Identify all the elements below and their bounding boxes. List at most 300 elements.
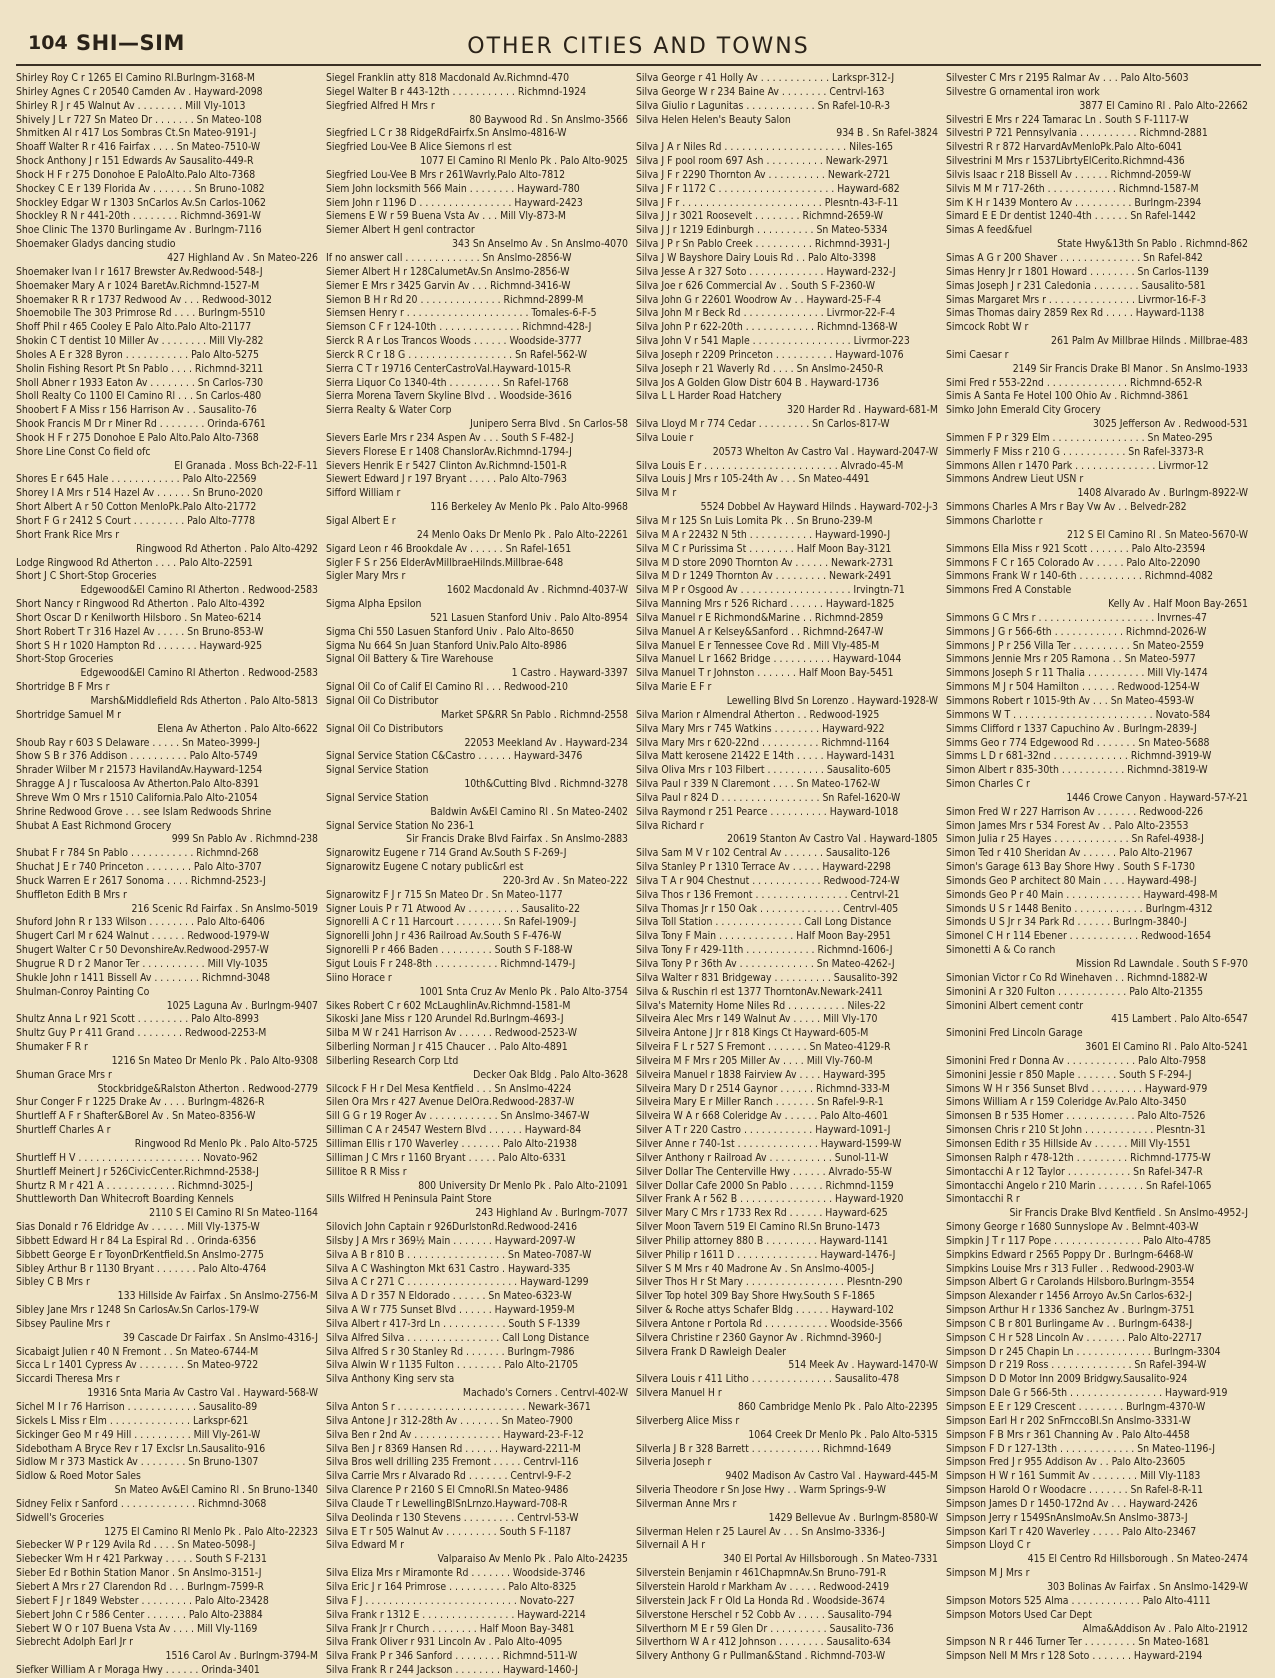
listing-line: Silver Philip r 1611 D . . . . . . . . . . . . . . Hayward-1476-J [636, 1248, 896, 1261]
listing-line: 1025 Laguna Av . Burlngm-9407 [166, 999, 318, 1012]
listing-line: Silva L L Harder Road Hatchery [636, 390, 782, 403]
listing-line: Shuck Warren E r 2617 Sonoma . . . . Richmnd-2523-J [16, 874, 266, 887]
listing-line: Simmons F C r 165 Colorado Av . . . . . Palo Alto-22090 [946, 556, 1201, 569]
listing-line: Sibbett Edward H r 84 La Espiral Rd . . Orinda-6356 [16, 1234, 257, 1247]
page-name-range: SHI—SIM [76, 31, 185, 55]
listing-line: 20619 Stanton Av Castro Val . Hayward-1805 [727, 833, 938, 846]
listing-line: Silva Alfred Silva . . . . . . . . . . . . . . . . Call Long Distance [326, 1331, 590, 1344]
listing-line: Simonetti A & Co ranch [946, 944, 1056, 957]
listing-line: Simons W H r 356 Sunset Blvd . . . . . . . . . Hayward-979 [946, 1082, 1208, 1095]
listing-line: Shirley Agnes C r 20540 Camden Av . Hayward-2098 [16, 85, 263, 98]
listing-line: Silver Anthony r Railroad Av . . . . . . . . . . . Sunol-11-W [636, 1151, 889, 1164]
listing-line: Simms L D r 681-32nd . . . . . . . . . . . . . Richmnd-3919-W [946, 750, 1212, 763]
listing-line: Simas Margaret Mrs r . . . . . . . . . . . . . . . Livrmor-16-F-3 [946, 293, 1207, 306]
listing-line: 415 Lambert . Palo Alto-6547 [1111, 1013, 1248, 1026]
page-title: OTHER CITIES AND TOWNS [467, 34, 810, 59]
listing-line: Silva George r 41 Holly Av . . . . . . . . . . . . Larkspr-312-J [636, 72, 895, 84]
listing-line: Short Nancy r Ringwood Rd Atherton . Palo Alto-4392 [16, 598, 265, 611]
listing-line: Silva John M r Beck Rd . . . . . . . . . . . . . . Livrmor-22-F-4 [636, 307, 896, 320]
listing-line: Silva Giulio r Lagunitas . . . . . . . . . . . . Sn Rafel-10-R-3 [636, 99, 891, 112]
listing-line: Shoaff Walter R r 416 Fairfax . . . . Sn Mateo-7510-W [16, 141, 261, 154]
listing-line: Sibbett George E r ToyonDrKentfield.Sn Anslmo-2775 [16, 1248, 264, 1261]
listing-line: Silva Tony F Main . . . . . . . . . . . . . Half Moon Bay-2951 [636, 930, 891, 943]
listing-line: Silvery Anthony G r Pullman&Stand . Richmnd-703-W [636, 1650, 886, 1663]
listing-line: Silva J J r 1219 Edinburgh . . . . . . . . . . Sn Mateo-5334 [636, 224, 888, 237]
listing-line: 261 Palm Av Millbrae Hilnds . Millbrae-483 [1051, 335, 1248, 348]
listing-line: Simmons Jennie Mrs r 205 Ramona . . Sn Mateo-5977 [946, 653, 1196, 666]
listing-line: Shurtleff Charles A r [16, 1124, 111, 1137]
listing-line: Sillitoe R R Miss r [326, 1165, 407, 1178]
listing-line: Silva Clarence P r 2160 S El CmnoRl.Sn Mateo-9486 [326, 1484, 569, 1497]
listing-line: Sibley C B Mrs r [16, 1276, 90, 1289]
listing-line: Simonsen Chris r 210 St John . . . . . . . . . . . . Plesntn-31 [946, 1124, 1206, 1137]
listing-line: Sigma Nu 664 Sn Juan Stanford Univ.Palo Alto-8986 [326, 639, 567, 652]
listing-line: Silver Dollar The Centerville Hwy . . . . . . Alvrado-55-W [636, 1165, 892, 1178]
listing-line: Shugrue R D r 2 Manor Ter . . . . . . . . . . . Mill Vly-1035 [16, 958, 268, 970]
listing-line: 999 Sn Pablo Av . Richmnd-238 [171, 833, 318, 846]
listing-line: Sigler Mary Mrs r [326, 570, 406, 583]
listing-line: Shirley R J r 45 Walnut Av . . . . . . . . Mill Vly-1013 [16, 99, 246, 112]
listing-line: Shrader Wilber M r 21573 HavilandAv.Hayward-1254 [16, 764, 263, 777]
listing-line: Simmons Frank W r 140-6th . . . . . . . . . . . Richmnd-4082 [946, 570, 1214, 583]
listing-line: Signorelli P r 466 Baden . . . . . . . . . South S F-188-W [326, 944, 573, 957]
listing-line: Silvestri E Mrs r 224 Tamarac Ln . South S F-1117-W [946, 113, 1189, 126]
listing-line: Silver A T r 220 Castro . . . . . . . . . . . . Hayward-1091-J [636, 1124, 891, 1137]
listing-line: Simonini Fred Lincoln Garage [946, 1027, 1083, 1040]
listing-line: Sicca L r 1401 Cypress Av . . . . . . . . Sn Mateo-9722 [16, 1359, 259, 1372]
listing-line: Signer Louis P r 71 Atwood Av . . . . . . . . . Sausalito-22 [326, 902, 581, 915]
listing-line: Silva Helen Helen's Beauty Salon [636, 113, 791, 126]
listing-line: Simontacchi R r [946, 1193, 1020, 1206]
listing-line: Sigma Alpha Epsilon [326, 598, 422, 611]
listing-line: Shoemaker R R r 1737 Redwood Av . . . Redwood-3012 [16, 293, 272, 306]
listing-line: Silva Manuel T r Johnston . . . . . . . Half Moon Bay-5451 [636, 667, 894, 680]
listing-line: Silva & Ruschin rl est 1377 ThorntonAv.Newark-2411 [636, 985, 883, 998]
listing-line: Siegel Franklin atty 818 Macdonald Av.Richmnd-470 [326, 72, 570, 84]
listing-line: Silva Eric J r 164 Primrose . . . . . . . . . . Palo Alto-8325 [326, 1580, 577, 1593]
listing-line: Silva A C r 271 C . . . . . . . . . . . . . . . . . . . Hayward-1299 [326, 1276, 589, 1289]
listing-line: Silva Joseph r 2209 Princeton . . . . . . . . . . Hayward-1076 [636, 348, 904, 361]
listing-line: Simpson D r 219 Ross . . . . . . . . . . . . . . Sn Rafel-394-W [946, 1359, 1207, 1372]
listing-column-4 [946, 72, 1248, 1678]
listing-line: Silva's Maternity Home Niles Rd . . . . . . . . . . Niles-22 [636, 999, 886, 1012]
listing-line: Siefker William A r Moraga Hwy . . . . . . Orinda-3401 [16, 1664, 260, 1677]
listing-line: Signal Oil Co Distributors [326, 722, 444, 735]
listing-line: Sias Donald r 76 Eldridge Av . . . . . . Mill Vly-1375-W [16, 1221, 260, 1234]
listing-line: 2110 S El Camino Rl Sn Mateo-1164 [149, 1207, 318, 1220]
listing-line: Shur Conger F r 1225 Drake Av . . . . Burlngm-4826-R [16, 1096, 265, 1109]
listing-line: Shoemaker Mary A r 1024 BaretAv.Richmnd-1527-M [16, 279, 260, 292]
listing-line: Silva Louis E r . . . . . . . . . . . . . . . . . . . . . . . Alvrado-45-M [636, 459, 904, 472]
listing-line: Siino Horace r [326, 971, 392, 984]
listing-line: Simonini Jessie r 850 Maple . . . . . . . South S F-294-J [946, 1068, 1192, 1081]
listing-line: Simpkins Louise Mrs r 313 Fuller . . Redwood-2903-W [946, 1262, 1195, 1275]
listing-line: Silver Mary C Mrs r 1733 Rex Rd . . . . . . Hayward-625 [636, 1207, 888, 1220]
listing-line: Silva Frank R r 244 Jackson . . . . . . . . Hayward-1460-J [326, 1664, 579, 1677]
listing-line: Lodge Ringwood Rd Atherton . . . . Palo Alto-22591 [16, 556, 253, 569]
listing-line: Simmons W T . . . . . . . . . . . . . . . . . . . . . . . . Novato-584 [946, 708, 1211, 721]
listing-line: Machado's Corners . Centrvl-402-W [462, 1387, 628, 1400]
listing-line: Silver Top hotel 309 Bay Shore Hwy.South S F-1865 [636, 1290, 876, 1303]
listing-line: Silva Ben J r 8369 Hansen Rd . . . . . . Hayward-2211-M [326, 1442, 581, 1455]
listing-line: Silverthorn M E r 59 Glen Dr . . . . . . . . . . Sausalito-736 [636, 1622, 894, 1635]
listing-line: Sikoski Jane Miss r 120 Arundel Rd.Burlngm-4693-J [326, 1013, 564, 1026]
listing-line: Silva M D store 2090 Thornton Av . . . . . . Newark-2731 [636, 556, 894, 569]
listing-line: Silva Claude T r LewellingBlSnLrnzo.Hayward-708-R [326, 1497, 568, 1510]
listing-line: Silva Mary Mrs r 620-22nd . . . . . . . . . . Richmnd-1164 [636, 736, 890, 749]
listing-line: Siebert A Mrs r 27 Clarendon Rd . . . Burlngm-7599-R [16, 1580, 264, 1593]
listing-line: 800 University Dr Menlo Pk . Palo Alto-21091 [418, 1179, 628, 1192]
listing-line: Simmons G C Mrs r . . . . . . . . . . . . . . . . . . . . Invrnes-47 [946, 611, 1207, 624]
listing-line: Simony George r 1680 Sunnyslope Av . Belmnt-403-W [946, 1221, 1199, 1234]
listing-line: 116 Berkeley Av Menlo Pk . Palo Alto-9968 [430, 501, 628, 514]
listing-line: Simpson M J Mrs r [946, 1567, 1030, 1580]
listing-line: Silva Lloyd M r 774 Cedar . . . . . . . . . Sn Carlos-817-W [636, 418, 890, 431]
listing-line: Silva Frank Jr r Church . . . . . . . . Half Moon Bay-3481 [326, 1622, 575, 1635]
listing-line: Silva M P r Osgood Av . . . . . . . . . . . . . . . . . . . Irvingtn-71 [636, 584, 905, 597]
listing-column-2 [326, 72, 628, 1678]
listing-line: Simpson Motors Used Car Dept [946, 1608, 1092, 1621]
listing-line: 303 Bolinas Av Fairfax . Sn Anslmo-1429-W [1047, 1580, 1248, 1593]
listing-line: Stockbridge&Ralston Atherton . Redwood-2779 [97, 1082, 318, 1095]
listing-line: Simon Fred W r 227 Harrison Av . . . . . . . Redwood-226 [946, 805, 1204, 818]
listing-line: Simonsen B r 535 Homer . . . . . . . . . . . . Palo Alto-7526 [946, 1110, 1206, 1123]
listing-line: Sierra C T r 19716 CenterCastroVal.Hayward-1015-R [326, 362, 571, 375]
listing-line: Shockley Edgar W r 1303 SnCarlos Av.Sn Carlos-1062 [16, 196, 266, 209]
listing-line: Silva Manuel A r Kelsey&Sanford . . Richmnd-2647-W [636, 625, 884, 638]
listing-line: Silliman J C Mrs r 1160 Bryant . . . . . Palo Alto-6331 [326, 1151, 567, 1164]
listing-line: Silva Frank r 1312 E . . . . . . . . . . . . . . . . Hayward-2214 [326, 1608, 586, 1621]
listing-line: Signal Service Station No 236-1 [326, 819, 475, 832]
listing-line: Simonel C H r 114 Ebener . . . . . . . . . . . . Redwood-1654 [946, 930, 1211, 943]
listing-line: Siegfried L C r 38 RidgeRdFairfx.Sn Anslmo-4816-W [326, 127, 567, 140]
listing-line: Alma&Addison Av . Palo Alto-21912 [1082, 1622, 1248, 1635]
listing-line: Shores E r 645 Hale . . . . . . . . . . . . Palo Alto-22569 [16, 473, 257, 486]
listing-line: Shurtleff H V . . . . . . . . . . . . . . . . . . . . . Novato-962 [16, 1151, 258, 1164]
listing-line: 1077 El Camino Rl Menlo Pk . Palo Alto-9025 [420, 155, 628, 168]
listing-line: Silva Alfred S r 30 Stanley Rd . . . . . . . Burlngm-7986 [326, 1345, 575, 1358]
listing-line: Sierck R C r 18 G . . . . . . . . . . . . . . . . . . Sn Rafel-562-W [326, 348, 587, 361]
listing-line: Silvera Frank D Rawleigh Dealer [636, 1345, 786, 1358]
listing-line: 1216 Sn Mateo Dr Menlo Pk . Palo Alto-9308 [111, 1054, 318, 1067]
listing-line: 320 Harder Rd . Hayward-681-M [787, 404, 938, 417]
listing-line: Silver & Roche attys Schafer Bldg . . . . . . Hayward-102 [636, 1304, 894, 1317]
listing-line: Simon's Garage 613 Bay Shore Hwy . South S F-1730 [946, 861, 1195, 874]
listing-line: Simko John Emerald City Grocery [946, 404, 1101, 417]
listing-line: Sn Mateo Av&El Camino Rl . Sn Bruno-1340 [114, 1484, 318, 1497]
listing-line: Sholes A E r 328 Byron . . . . . . . . . . . Palo Alto-5275 [16, 348, 259, 361]
listing-line: Silva Frank Oliver r 931 Lincoln Av . Palo Alto-4095 [326, 1636, 563, 1649]
listing-line: Silveira Mary E r Miller Ranch . . . . . . . Sn Rafel-9-R-1 [636, 1096, 884, 1109]
listing-line: Shuchat J E r 740 Princeton . . . . . . . . Palo Alto-3707 [16, 861, 262, 874]
listing-line: Shortridge Samuel M r [16, 708, 122, 721]
listing-line: Siebrecht Adolph Earl Jr r [16, 1636, 134, 1649]
listing-line: Silva M D r 1249 Thornton Av . . . . . . . . . Newark-2491 [636, 570, 892, 583]
listing-line: Silva Bros well drilling 235 Fremont . . . . . Centrvl-116 [326, 1456, 579, 1469]
listing-line: Simmons Fred A Constable [946, 584, 1072, 597]
listing-line: Shively J L r 727 Sn Mateo Dr . . . . . . . Sn Mateo-108 [16, 113, 262, 126]
listing-line: 19316 Snta Maria Av Castro Val . Hayward-568-W [87, 1387, 318, 1400]
listing-line: Kelly Av . Half Moon Bay-2651 [1108, 598, 1248, 611]
listing-columns [16, 72, 1261, 1678]
listing-line: Silveria Theodore r Sn Jose Hwy . . Warm Springs-9-W [636, 1484, 886, 1497]
listing-line: Silva Thos r 136 Fremont . . . . . . . . . . . . . . . . Centrvl-21 [636, 888, 900, 901]
listing-line: Sir Francis Drake Blvd Fairfax . Sn Anslmo-2883 [406, 833, 628, 846]
listing-line: Sim K H r 1439 Montero Av . . . . . . . . . . Burlngm-2394 [946, 196, 1202, 209]
listing-line: Silsby J A Mrs r 369½ Main . . . . . . . Hayward-2097-W [326, 1234, 576, 1247]
listing-line: Shoobert F A Miss r 156 Harrison Av . . Sausalito-76 [16, 404, 257, 417]
listing-line: Simpson H W r 161 Summit Av . . . . . . . . Mill Vly-1183 [946, 1470, 1201, 1483]
listing-line: Silva Ben r 2nd Av . . . . . . . . . . . . . . . Hayward-23-F-12 [326, 1428, 584, 1441]
listing-line: Sill G G r 19 Roger Av . . . . . . . . . . . . Sn Anslmo-3467-W [326, 1110, 590, 1123]
listing-line: 3877 El Camino Rl . Palo Alto-22662 [1079, 99, 1248, 112]
listing-line: Shuman Grace Mrs r [16, 1068, 112, 1081]
listing-line: 220-3rd Av . Sn Mateo-222 [502, 874, 628, 887]
listing-line: Sierra Realty & Water Corp [326, 404, 452, 417]
listing-line: Shorey I A Mrs r 514 Hazel Av . . . . . . Sn Bruno-2020 [16, 487, 263, 500]
listing-line: Sickinger Geo M r 49 Hill . . . . . . . . . . Mill Vly-261-W [16, 1428, 261, 1441]
listing-line: Simard E E Dr dentist 1240-4th . . . . . . Sn Rafel-1442 [946, 210, 1196, 223]
listing-line: 427 Highland Av . Sn Mateo-226 [167, 251, 318, 264]
listing-line: Sigut Louis F r 248-8th . . . . . . . . . . . Richmnd-1479-J [326, 958, 576, 970]
listing-line: Simonds Geo P r 40 Main . . . . . . . . . . . . . Hayward-498-M [946, 888, 1218, 901]
listing-line: Simon Ted r 410 Sheridan Av . . . . . . Palo Alto-21967 [946, 847, 1193, 860]
listing-line: Shubat A East Richmond Grocery [16, 819, 172, 832]
listing-line: Silvestre G ornamental iron work [946, 85, 1100, 98]
listing-line: Simi Fred r 553-22nd . . . . . . . . . . . . . . Richmnd-652-R [946, 376, 1203, 389]
listing-line: Silverberg Alice Miss r [636, 1414, 740, 1427]
listing-line: Sichel M I r 76 Harrison . . . . . . . . . . . . Sausalito-89 [16, 1401, 258, 1413]
listing-line: Silveira M F Mrs r 205 Miller Av . . . . Mill Vly-760-M [636, 1054, 873, 1067]
listing-line: Shreve Wm O Mrs r 1510 California.Palo Alto-21054 [16, 791, 258, 804]
listing-line: Silva M r [636, 487, 677, 500]
listing-line: Silva Matt kerosene 21422 E 14th . . . . . Hayward-1431 [636, 750, 895, 763]
listing-line: Shultz Anna L r 921 Scott . . . . . . . . . Palo Alto-8993 [16, 1013, 260, 1026]
listing-line: Silva Toll Station . . . . . . . . . . . . . . . Call Long Distance [636, 916, 892, 929]
listing-line: Silva Louis J Mrs r 105-24th Av . . . Sn Mateo-4491 [636, 473, 870, 486]
listing-line: Silva Marie E F r [636, 681, 712, 694]
listing-line: Silva J J r 3021 Roosevelt . . . . . . . . Richmnd-2659-W [636, 210, 883, 223]
listing-line: Silvestrini M Mrs r 1537LibrtyElCerito.Richmnd-436 [946, 155, 1185, 168]
listing-line: Simpson Alexander r 1456 Arroyo Av.Sn Carlos-632-J [946, 1290, 1192, 1303]
listing-line: Silvera Antone r Portola Rd . . . . . . . . . . . Woodside-3566 [636, 1317, 903, 1330]
listing-line: Silvis Isaac r 218 Bissell Av . . . . . . Richmnd-2059-W [946, 168, 1191, 181]
listing-line: Elena Av Atherton . Palo Alto-6622 [157, 722, 318, 735]
listing-line: Simontacchi A r 12 Taylor . . . . . . . . . . . Sn Rafel-347-R [946, 1165, 1203, 1178]
listing-line: Simon James Mrs r 534 Forest Av . . Palo Alto-23553 [946, 819, 1189, 832]
listing-line: Simon Albert r 835-30th . . . . . . . . . . . Richmnd-3819-W [946, 764, 1208, 777]
listing-line: Silva Mary Mrs r 745 Watkins . . . . . . . . Hayward-922 [636, 722, 885, 735]
listing-line: Silverstein Benjamin r 461ChapmnAv.Sn Bruno-791-R [636, 1567, 887, 1580]
listing-line: Silva Stanley P r 1310 Terrace Av . . . . . Hayward-2298 [636, 861, 891, 874]
listing-line: Shokin C T dentist 10 Miller Av . . . . . . . . Mill Vly-282 [16, 335, 264, 348]
listing-line: Silva A B r 810 B . . . . . . . . . . . . . . . . . Sn Mateo-7087-W [326, 1248, 592, 1261]
listing-line: Ringwood Rd Atherton . Palo Alto-4292 [136, 542, 318, 555]
listing-line: Silvestri R r 872 HarvardAvMenloPk.Palo Alto-6041 [946, 141, 1183, 154]
listing-line: Signal Service Station C&Castro . . . . . . Hayward-3476 [326, 750, 583, 763]
listing-line: 216 Scenic Rd Fairfax . Sn Anslmo-5019 [131, 902, 318, 915]
listing-line: 934 B . Sn Rafel-3824 [836, 127, 938, 140]
listing-line: Decker Oak Bldg . Palo Alto-3628 [473, 1068, 628, 1081]
listing-line: Simas Thomas dairy 2859 Rex Rd . . . . . Hayward-1138 [946, 307, 1205, 320]
listing-line: Signal Service Station [326, 791, 429, 804]
listing-line: Short S H r 1020 Hampton Rd . . . . . . . Hayward-925 [16, 639, 263, 652]
listing-line: Simpson Dale G r 566-5th . . . . . . . . . . . . . . . . Hayward-919 [946, 1387, 1228, 1400]
listing-line: Silver Dollar Cafe 2000 Sn Pablo . . . . . . Richmnd-1159 [636, 1179, 894, 1192]
listing-line: Silvera Christine r 2360 Gaynor Av . Richmnd-3960-J [636, 1331, 882, 1344]
listing-line: 860 Cambridge Menlo Pk . Palo Alto-22395 [738, 1401, 938, 1413]
listing-line: Sierra Liquor Co 1340-4th . . . . . . . . . Sn Rafel-1768 [326, 376, 569, 389]
listing-line: Sidney Felix r Sanford . . . . . . . . . . . . . Richmnd-3068 [16, 1497, 267, 1510]
listing-line: Simmen F P r 329 Elm . . . . . . . . . . . . . . . . Sn Mateo-295 [946, 431, 1213, 444]
listing-line: Shugert Walter C r 50 DevonshireAv.Redwood-2957-W [16, 944, 269, 957]
listing-line: Silva Jesse A r 327 Soto . . . . . . . . . . . . . Hayward-232-J [636, 265, 896, 278]
listing-line: Siegfried Lou-Vee B Alice Siemons rl est [326, 141, 512, 154]
listing-line: Shmitken Al r 417 Los Sombras Ct.Sn Mateo-9191-J [16, 127, 257, 140]
listing-line: Shurtz R M r 421 A . . . . . . . . . . . . Richmnd-3025-J [16, 1179, 253, 1192]
listing-line: Silver Frank A r 562 B . . . . . . . . . . . . . . . . Hayward-1920 [636, 1193, 904, 1206]
listing-line: Simpson Harold O r Woodacre . . . . . . . Sn Rafel-8-R-11 [946, 1484, 1204, 1497]
listing-line: Sierck R A r Los Trancos Woods . . . . . . Woodside-3777 [326, 335, 582, 348]
listing-line: Signarowitz F J r 715 Sn Mateo Dr . Sn Mateo-1177 [326, 888, 563, 901]
listing-line: Silva Paul r 824 D . . . . . . . . . . . . . . . . . Sn Rafel-1620-W [636, 791, 901, 804]
listing-line: Silvera Louis r 411 Litho . . . . . . . . . . . . . . Sausalito-478 [636, 1373, 900, 1386]
listing-line: Siewert Edward J r 197 Bryant . . . . . Palo Alto-7963 [326, 473, 567, 486]
listing-line: Simonds Geo P architect 80 Main . . . . Hayward-498-J [946, 874, 1197, 887]
listing-line: Simpson C B r 801 Burlingame Av . . Burlngm-6438-J [946, 1317, 1193, 1330]
listing-line: Shubat F r 784 Sn Pablo . . . . . . . . . . . Richmnd-268 [16, 847, 259, 860]
listing-line: Simontacchi Angelo r 210 Marin . . . . . . . . Sn Rafel-1065 [946, 1179, 1212, 1192]
listing-line: Sifford William r [326, 487, 401, 500]
listing-column-3 [636, 72, 938, 1678]
listing-line: 22053 Meekland Av . Hayward-234 [464, 736, 628, 749]
listing-line: Shrine Redwood Grove . . . see Islam Redwoods Shrine [16, 805, 272, 818]
listing-line: Silva T A r 904 Chestnut . . . . . . . . . . . . Redwood-724-W [636, 874, 900, 887]
listing-line: Silva E T r 505 Walnut Av . . . . . . . . . South S F-1187 [326, 1525, 572, 1538]
listing-line: 212 S El Camino Rl . Sn Mateo-5670-W [1066, 528, 1248, 541]
listing-line: Silva Marion r Almendral Atherton . . Redwood-1925 [636, 708, 880, 721]
listing-line: Simmons Allen r 1470 Park . . . . . . . . . . . . . . Livrmor-12 [946, 459, 1209, 472]
listing-line: Silcock F H r Del Mesa Kentfield . . . Sn Anslmo-4224 [326, 1082, 572, 1095]
listing-line: Sicabaigt Julien r 40 N Fremont . . Sn Mateo-6744-M [16, 1345, 259, 1358]
listing-line: Silverla J B r 328 Barrett . . . . . . . . . . . . Richmnd-1649 [636, 1442, 892, 1455]
listing-line: Siemer E Mrs r 3425 Garvin Av . . . Richmnd-3416-W [326, 279, 571, 292]
listing-line: 5524 Dobbel Av Hayward Hilnds . Hayward-702-J-3 [700, 501, 938, 514]
listing-line: Silva Anthony King serv sta [326, 1373, 455, 1386]
listing-line: Sikes Robert C r 602 McLaughlinAv.Richmnd-1581-M [326, 999, 571, 1012]
listing-line: Siegfried Lou-Vee B Mrs r 261Wavrly.Palo Alto-7812 [326, 168, 566, 181]
listing-line: 1 Castro . Hayward-3397 [511, 667, 628, 680]
listing-line: Silveria Joseph r [636, 1456, 712, 1469]
listing-line: Silvestri P 721 Pennsylvania . . . . . . . . . . Richmnd-2881 [946, 127, 1208, 140]
listing-line: El Granada . Moss Bch-22-F-11 [174, 459, 318, 472]
listing-line: Sibley Arthur B r 1130 Bryant . . . . . . . Palo Alto-4764 [16, 1262, 267, 1275]
listing-line: Simpson Nell M Mrs r 128 Soto . . . . . . . Hayward-2194 [946, 1650, 1203, 1663]
listing-line: Simonds U S r 1448 Benito . . . . . . . . . . . . Burlngm-4312 [946, 902, 1213, 915]
listing-line: Simmons J P r 256 Villa Ter . . . . . . . . . . Sn Mateo-2559 [946, 639, 1204, 652]
listing-line: Silverstein Jack F r Old La Honda Rd . Woodside-3674 [636, 1594, 885, 1607]
listing-line: Silliman Ellis r 170 Waverley . . . . . . . Palo Alto-21938 [326, 1137, 577, 1150]
listing-line: 1446 Crowe Canyon . Hayward-57-Y-21 [1066, 791, 1248, 804]
listing-line: Silva Albert r 417-3rd Ln . . . . . . . . . . . South S F-1339 [326, 1317, 581, 1330]
listing-line: Silver Anne r 740-1st . . . . . . . . . . . . . . Hayward-1599-W [636, 1137, 902, 1150]
listing-line: Shortridge B F Mrs r [16, 681, 110, 694]
listing-line: Silver Philip attorney 880 B . . . . . . . . . Hayward-1141 [636, 1234, 889, 1247]
listing-line: Simonini Albert cement contr [946, 999, 1084, 1012]
listing-line: Silver Moon Tavern 519 El Camino Rl.Sn Bruno-1473 [636, 1221, 881, 1234]
listing-line: Silva Joe r 626 Commercial Av . . South S F-2360-W [636, 279, 875, 292]
listing-line: Sigma Chi 550 Lasuen Stanford Univ . Palo Alto-8650 [326, 625, 575, 638]
listing-line: Edgewood&El Camino Rl Atherton . Redwood-2583 [80, 584, 318, 597]
listing-line: Mission Rd Lawndale . South S F-970 [1075, 958, 1248, 970]
listing-line: Sigal Albert E r [326, 515, 396, 527]
listing-line: Sibley Jane Mrs r 1248 Sn CarlosAv.Sn Carlos-179-W [16, 1304, 259, 1317]
listing-line: Simi Caesar r [946, 348, 1009, 361]
listing-line: Simonini A r 320 Fulton . . . . . . . . . . . . Palo Alto-21355 [946, 985, 1204, 998]
listing-line: Silva Tony P r 36th Av . . . . . . . . . . . . . Sn Mateo-4262-J [636, 958, 895, 970]
listing-line: Sibsey Pauline Mrs r [16, 1317, 110, 1330]
listing-line: Silva F J . . . . . . . . . . . . . . . . . . . . . . . . . . Novato-227 [326, 1594, 575, 1607]
listing-line: 2149 Sir Francis Drake Bl Manor . Sn Anslmo-1933 [1012, 362, 1248, 375]
listing-line: Silveira Manuel r 1838 Fairview Av . . . . Hayward-395 [636, 1068, 886, 1081]
listing-line: Shook H F r 275 Donohoe E Palo Alto.Palo Alto-7368 [16, 431, 259, 444]
listing-line: Market SP&RR Sn Pablo . Richmnd-2558 [440, 708, 628, 721]
listing-line: Sholl Abner r 1933 Eaton Av . . . . . . . . Sn Carlos-730 [16, 376, 264, 389]
listing-line: Silva Eliza Mrs r Miramonte Rd . . . . . . . Woodside-3746 [326, 1567, 586, 1580]
listing-line: Sills Wilfred H Peninsula Paint Store [326, 1193, 492, 1206]
listing-line: Silva Edward M r [326, 1539, 405, 1552]
listing-line: Shoemaker Gladys dancing studio [16, 238, 176, 251]
listing-line: Simonsen Edith r 35 Hillside Av . . . . . . Mill Vly-1551 [946, 1137, 1191, 1150]
listing-line: Silen Ora Mrs r 427 Avenue DelOra.Redwood-2837-W [326, 1096, 575, 1109]
listing-line: Silva Thomas Jr r 150 Oak . . . . . . . . . . . . . . Centrvl-405 [636, 902, 899, 915]
listing-line: Shulman-Conroy Painting Co [16, 985, 150, 998]
listing-line: Silva Paul r 339 N Claremont . . . . Sn Mateo-1762-W [636, 778, 880, 791]
listing-line: Siegel Walter B r 443-12th . . . . . . . . . . . Richmnd-1924 [326, 85, 587, 98]
listing-line: 521 Lasuen Stanford Univ . Palo Alto-8954 [430, 611, 628, 624]
listing-line: Siemon B H r Rd 20 . . . . . . . . . . . . . . Richmnd-2899-M [326, 293, 584, 306]
listing-line: Siem John r 1196 D . . . . . . . . . . . . . . . . Hayward-2423 [326, 196, 583, 209]
listing-line: Sir Francis Drake Blvd Kentfield . Sn Anslmo-4952-J [1009, 1207, 1248, 1220]
listing-line: Silva J A r Niles Rd . . . . . . . . . . . . . . . . . . . . . Niles-165 [636, 141, 894, 154]
listing-line: 340 El Portal Av Hillsborough . Sn Mateo-7331 [723, 1553, 938, 1566]
listing-line: Silva Oliva Mrs r 103 Filbert . . . . . . . . . . Sausalito-605 [636, 764, 892, 777]
listing-line: Silverstein Harold r Markham Av . . . . . Redwood-2419 [636, 1580, 890, 1593]
listing-line: Simpson Jerry r 1549SnAnslmoAv.Sn Anslmo-3873-J [946, 1511, 1188, 1524]
listing-line: Simmons M J r 504 Hamilton . . . . . . Redwood-1254-W [946, 681, 1200, 694]
listing-line: Silver S M Mrs r 40 Madrone Av . Sn Anslmo-4005-J [636, 1262, 875, 1275]
listing-line: Shoemaker Ivan I r 1617 Brewster Av.Redwood-548-J [16, 265, 263, 278]
listing-line: Siemer Albert H r 128CalumetAv.Sn Anslmo-2856-W [326, 265, 570, 278]
listing-line: Simms Clifford r 1337 Capuchino Av . Burlngm-2839-J [946, 722, 1197, 735]
listing-line: Silva Louie r [636, 431, 694, 444]
listing-line: 3601 El Camino Rl . Palo Alto-5241 [1085, 1041, 1248, 1054]
listing-line: Marsh&Middlefield Rds Atherton . Palo Alto-5813 [90, 694, 318, 707]
listing-line: 1602 Macdonald Av . Richmnd-4037-W [446, 584, 628, 597]
listing-line: Shockey C E r 139 Florida Av . . . . . . . Sn Bruno-1082 [16, 182, 265, 195]
listing-line: Silva Manuel E r Tennessee Cove Rd . Mill Vly-485-M [636, 639, 880, 652]
listing-line: 1429 Bellevue Av . Burlngm-8580-W [768, 1511, 938, 1524]
listing-line: Simon Charles C r [946, 778, 1030, 791]
listing-line: Sidebotham A Bryce Rev r 17 Exclsr Ln.Sausalito-916 [16, 1442, 266, 1455]
listing-line: Simpson James D r 1450-172nd Av . . . Hayward-2426 [946, 1497, 1198, 1510]
listing-line: Simpkins Edward r 2565 Poppy Dr . Burlngm-6468-W [946, 1248, 1194, 1261]
listing-line: Simas Henry Jr r 1801 Howard . . . . . . . . Sn Carlos-1139 [946, 265, 1209, 278]
listing-line: 1064 Creek Dr Menlo Pk . Palo Alto-5315 [748, 1428, 938, 1441]
listing-line: Silva J P r Sn Pablo Creek . . . . . . . . . . Richmnd-3931-J [636, 238, 890, 251]
page-header [16, 30, 1261, 66]
listing-line: Signarowitz Eugene C notary public&rl est [326, 861, 524, 874]
